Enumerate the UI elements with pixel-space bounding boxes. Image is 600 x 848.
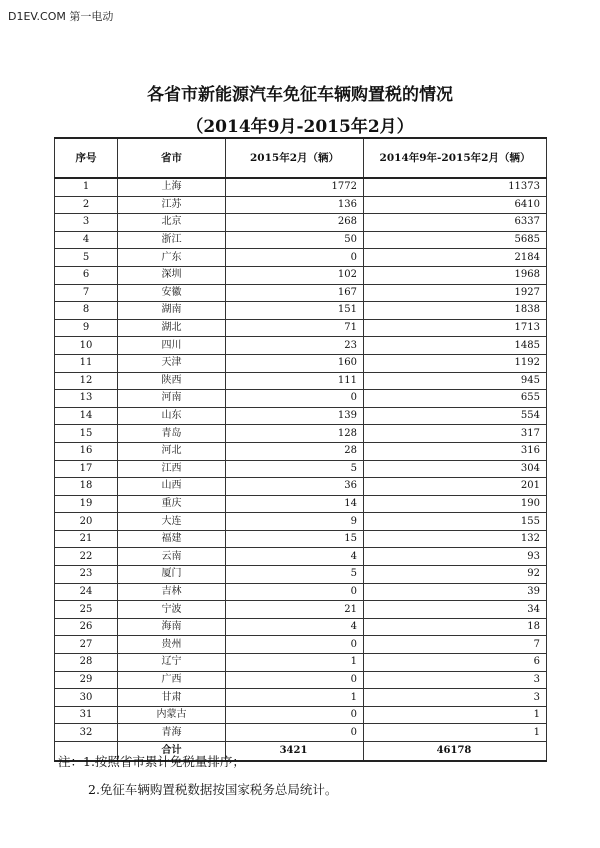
table-row <box>55 583 547 601</box>
table-row <box>55 495 547 513</box>
row-province: 江苏 <box>118 196 226 214</box>
row-province: 广东 <box>118 249 226 267</box>
row-feb-2015: 102 <box>226 266 364 284</box>
table-row <box>55 548 547 566</box>
table-row <box>55 513 547 531</box>
row-feb-2015: 0 <box>226 249 364 267</box>
row-feb-2015: 268 <box>226 214 364 232</box>
row-index: 14 <box>55 407 118 425</box>
row-index: 12 <box>55 372 118 390</box>
row-province: 天津 <box>118 354 226 372</box>
row-province: 宁波 <box>118 601 226 619</box>
row-province: 吉林 <box>118 583 226 601</box>
row-sep2014-feb2015: 190 <box>364 495 547 513</box>
row-province: 大连 <box>118 513 226 531</box>
row-sep2014-feb2015: 554 <box>364 407 547 425</box>
header-index: 序号 <box>55 138 118 178</box>
table-row <box>55 178 547 196</box>
row-feb-2015: 4 <box>226 618 364 636</box>
row-index: 28 <box>55 654 118 672</box>
table-row <box>55 196 547 214</box>
row-index: 24 <box>55 583 118 601</box>
table-header-row <box>55 138 547 178</box>
row-sep2014-feb2015: 7 <box>364 636 547 654</box>
table-row <box>55 249 547 267</box>
table-row <box>55 654 547 672</box>
table-row <box>55 689 547 707</box>
row-sep2014-feb2015: 93 <box>364 548 547 566</box>
row-feb-2015: 5 <box>226 460 364 478</box>
row-index: 13 <box>55 390 118 408</box>
row-feb-2015: 0 <box>226 724 364 742</box>
row-sep2014-feb2015: 92 <box>364 566 547 584</box>
row-province: 河南 <box>118 390 226 408</box>
table-row <box>55 442 547 460</box>
row-province: 深圳 <box>118 266 226 284</box>
row-sep2014-feb2015: 155 <box>364 513 547 531</box>
row-feb-2015: 1 <box>226 654 364 672</box>
row-index: 21 <box>55 530 118 548</box>
row-sep2014-feb2015: 317 <box>364 425 547 443</box>
table-row <box>55 337 547 355</box>
row-sep2014-feb2015: 201 <box>364 478 547 496</box>
table-row <box>55 372 547 390</box>
table-row <box>55 425 547 443</box>
header-feb-2015: 2015年2月（辆） <box>226 138 364 178</box>
row-province: 安徽 <box>118 284 226 302</box>
row-sep2014-feb2015: 316 <box>364 442 547 460</box>
row-province: 湖南 <box>118 302 226 320</box>
table-row <box>55 724 547 742</box>
row-index: 9 <box>55 319 118 337</box>
row-index: 17 <box>55 460 118 478</box>
table-row <box>55 319 547 337</box>
row-index: 4 <box>55 231 118 249</box>
row-sep2014-feb2015: 5685 <box>364 231 547 249</box>
total-feb-2015: 3421 <box>226 742 364 762</box>
table-row <box>55 390 547 408</box>
row-province: 山西 <box>118 478 226 496</box>
row-feb-2015: 50 <box>226 231 364 249</box>
row-province: 江西 <box>118 460 226 478</box>
page-title: 各省市新能源汽车免征车辆购置税的情况 <box>147 85 453 105</box>
row-index: 3 <box>55 214 118 232</box>
row-index: 18 <box>55 478 118 496</box>
row-feb-2015: 0 <box>226 706 364 724</box>
row-sep2014-feb2015: 3 <box>364 689 547 707</box>
row-province: 陕西 <box>118 372 226 390</box>
row-sep2014-feb2015: 6337 <box>364 214 547 232</box>
row-feb-2015: 36 <box>226 478 364 496</box>
table-body <box>55 178 547 742</box>
header-sep2014-feb2015: 2014年9年-2015年2月（辆） <box>364 138 547 178</box>
row-index: 20 <box>55 513 118 531</box>
row-sep2014-feb2015: 1192 <box>364 354 547 372</box>
row-feb-2015: 15 <box>226 530 364 548</box>
row-sep2014-feb2015: 1 <box>364 706 547 724</box>
table-row <box>55 478 547 496</box>
table-row <box>55 354 547 372</box>
row-sep2014-feb2015: 18 <box>364 618 547 636</box>
row-province: 重庆 <box>118 495 226 513</box>
row-province: 广西 <box>118 671 226 689</box>
row-feb-2015: 160 <box>226 354 364 372</box>
row-index: 27 <box>55 636 118 654</box>
footnote-1: 注：1.按照省市累计免税量排序； <box>58 754 245 769</box>
row-feb-2015: 139 <box>226 407 364 425</box>
row-feb-2015: 0 <box>226 636 364 654</box>
table-row <box>55 302 547 320</box>
row-feb-2015: 0 <box>226 671 364 689</box>
row-feb-2015: 128 <box>226 425 364 443</box>
row-province: 甘肃 <box>118 689 226 707</box>
row-feb-2015: 151 <box>226 302 364 320</box>
row-index: 25 <box>55 601 118 619</box>
row-index: 7 <box>55 284 118 302</box>
row-feb-2015: 71 <box>226 319 364 337</box>
table-row <box>55 266 547 284</box>
row-feb-2015: 136 <box>226 196 364 214</box>
row-sep2014-feb2015: 6410 <box>364 196 547 214</box>
row-province: 湖北 <box>118 319 226 337</box>
total-sep2014-feb2015: 46178 <box>364 742 547 762</box>
row-feb-2015: 111 <box>226 372 364 390</box>
site-watermark: D1EV.COM 第一电动 <box>8 10 114 23</box>
row-index: 19 <box>55 495 118 513</box>
row-index: 26 <box>55 618 118 636</box>
row-index: 23 <box>55 566 118 584</box>
row-index: 8 <box>55 302 118 320</box>
page-subtitle: （2014年9月-2015年2月） <box>186 117 414 137</box>
row-province: 山东 <box>118 407 226 425</box>
row-province: 福建 <box>118 530 226 548</box>
row-sep2014-feb2015: 1927 <box>364 284 547 302</box>
row-feb-2015: 0 <box>226 390 364 408</box>
row-sep2014-feb2015: 11373 <box>364 178 547 196</box>
row-province: 浙江 <box>118 231 226 249</box>
row-index: 31 <box>55 706 118 724</box>
row-feb-2015: 23 <box>226 337 364 355</box>
row-index: 5 <box>55 249 118 267</box>
row-sep2014-feb2015: 1838 <box>364 302 547 320</box>
row-feb-2015: 5 <box>226 566 364 584</box>
row-feb-2015: 21 <box>226 601 364 619</box>
table-row <box>55 601 547 619</box>
header-province: 省市 <box>118 138 226 178</box>
row-sep2014-feb2015: 655 <box>364 390 547 408</box>
row-index: 15 <box>55 425 118 443</box>
table-row <box>55 214 547 232</box>
row-feb-2015: 0 <box>226 583 364 601</box>
row-index: 2 <box>55 196 118 214</box>
row-sep2014-feb2015: 3 <box>364 671 547 689</box>
row-feb-2015: 167 <box>226 284 364 302</box>
total-label: 合计 <box>118 742 226 762</box>
row-index: 32 <box>55 724 118 742</box>
row-index: 11 <box>55 354 118 372</box>
row-sep2014-feb2015: 6 <box>364 654 547 672</box>
row-province: 辽宁 <box>118 654 226 672</box>
row-feb-2015: 9 <box>226 513 364 531</box>
row-province: 青海 <box>118 724 226 742</box>
row-index: 29 <box>55 671 118 689</box>
table-row <box>55 460 547 478</box>
table-row <box>55 671 547 689</box>
row-feb-2015: 1772 <box>226 178 364 196</box>
table-row <box>55 706 547 724</box>
footnote-2: 2.免征车辆购置税数据按国家税务总局统计。 <box>88 782 338 797</box>
row-province: 云南 <box>118 548 226 566</box>
row-sep2014-feb2015: 2184 <box>364 249 547 267</box>
row-feb-2015: 4 <box>226 548 364 566</box>
row-feb-2015: 28 <box>226 442 364 460</box>
tax-exemption-table <box>54 137 547 762</box>
table-row <box>55 530 547 548</box>
row-province: 四川 <box>118 337 226 355</box>
row-sep2014-feb2015: 1 <box>364 724 547 742</box>
row-sep2014-feb2015: 945 <box>364 372 547 390</box>
table-row <box>55 407 547 425</box>
row-province: 海南 <box>118 618 226 636</box>
table-row <box>55 231 547 249</box>
row-province: 内蒙古 <box>118 706 226 724</box>
row-province: 上海 <box>118 178 226 196</box>
row-index: 22 <box>55 548 118 566</box>
row-sep2014-feb2015: 1713 <box>364 319 547 337</box>
row-sep2014-feb2015: 1968 <box>364 266 547 284</box>
row-province: 厦门 <box>118 566 226 584</box>
row-index: 1 <box>55 178 118 196</box>
row-feb-2015: 14 <box>226 495 364 513</box>
table-row <box>55 566 547 584</box>
row-sep2014-feb2015: 304 <box>364 460 547 478</box>
table-row <box>55 284 547 302</box>
row-province: 贵州 <box>118 636 226 654</box>
table-row <box>55 618 547 636</box>
row-index: 30 <box>55 689 118 707</box>
row-province: 青岛 <box>118 425 226 443</box>
table-row <box>55 636 547 654</box>
row-index: 10 <box>55 337 118 355</box>
row-feb-2015: 1 <box>226 689 364 707</box>
row-sep2014-feb2015: 34 <box>364 601 547 619</box>
row-index: 16 <box>55 442 118 460</box>
row-index: 6 <box>55 266 118 284</box>
row-sep2014-feb2015: 1485 <box>364 337 547 355</box>
row-province: 河北 <box>118 442 226 460</box>
row-sep2014-feb2015: 39 <box>364 583 547 601</box>
row-sep2014-feb2015: 132 <box>364 530 547 548</box>
row-province: 北京 <box>118 214 226 232</box>
